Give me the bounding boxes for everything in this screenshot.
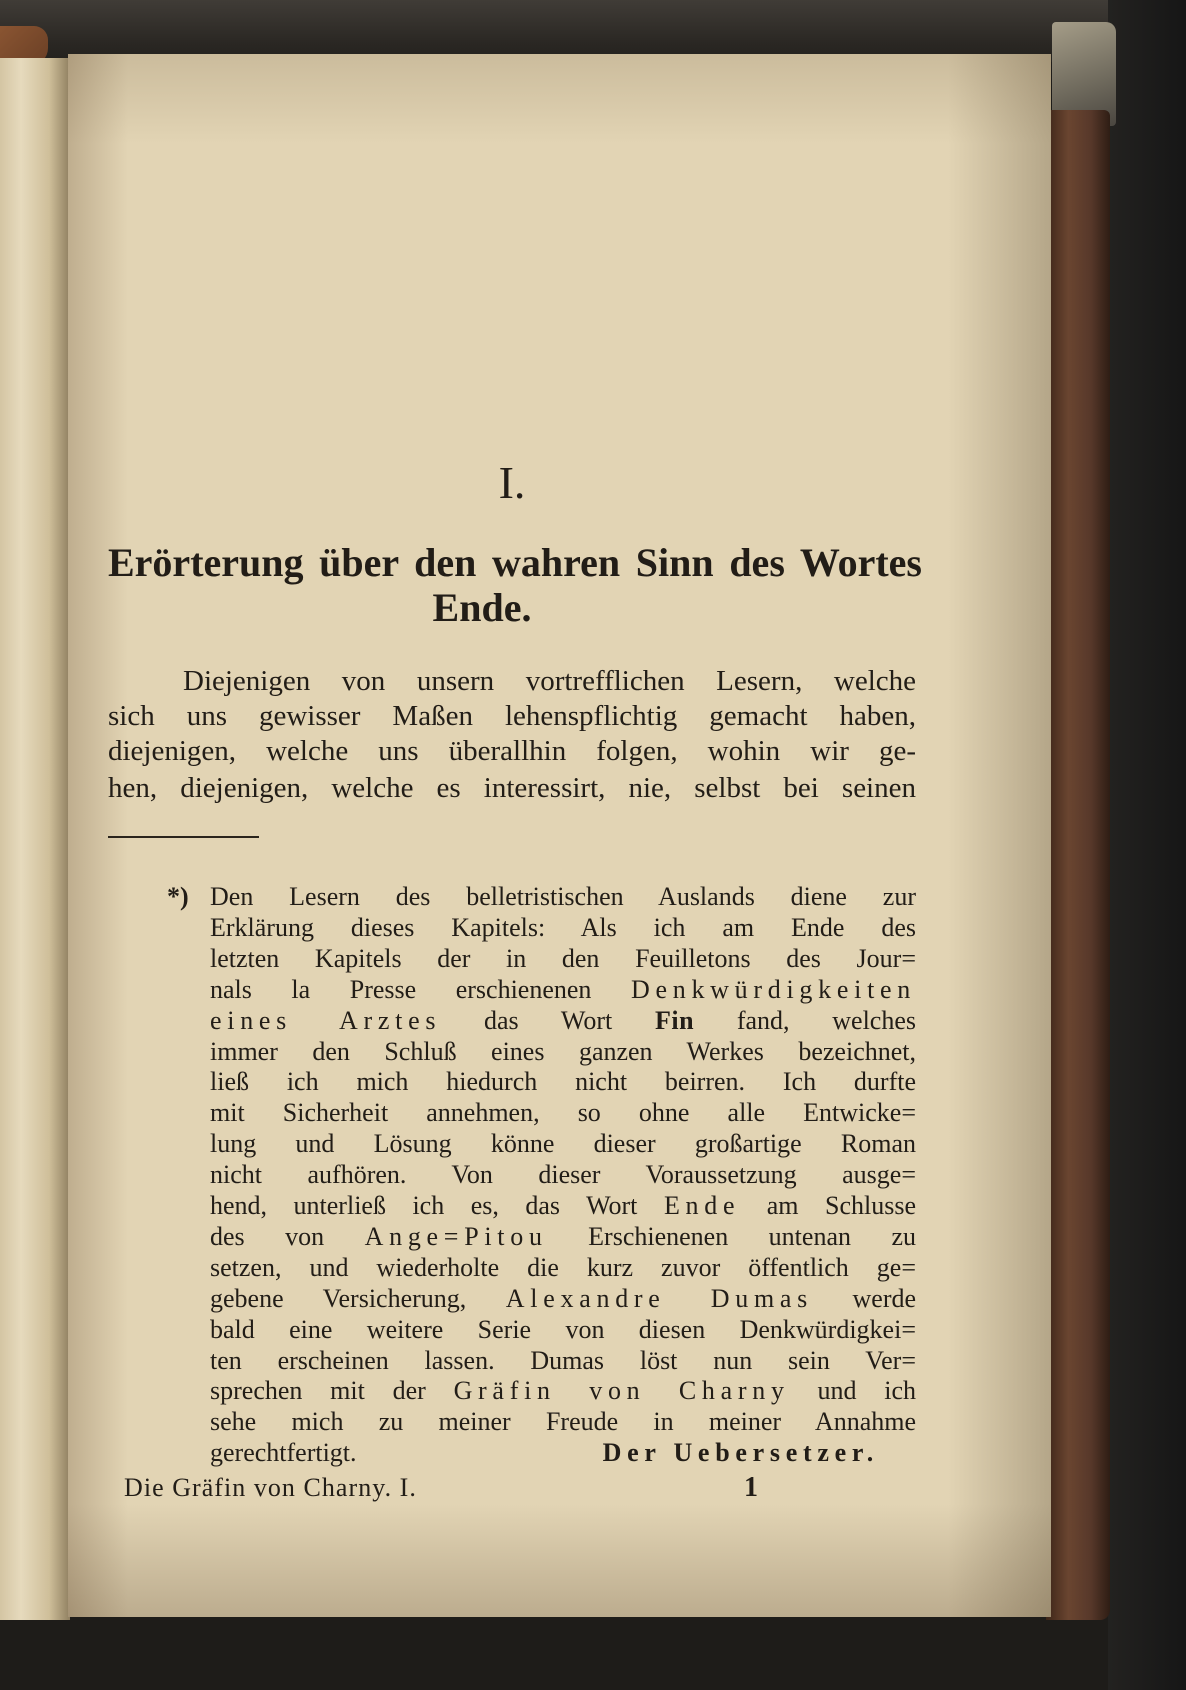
footnote-line: [210, 1006, 916, 1036]
footnote-line: [210, 1346, 916, 1376]
footnote-text: nicht aufhören. Von dieser Voraussetzung ausge=: [210, 1160, 916, 1189]
footnote-text: gerechtfertigt.: [210, 1438, 357, 1467]
footnote-text: am Schlusse: [766, 1191, 917, 1220]
footnote-line: [210, 1191, 916, 1221]
scan-background-right: [1108, 0, 1186, 1690]
footnote-line: [210, 913, 916, 943]
footnote-text: hend, unterließ ich es, das Wort: [210, 1191, 638, 1220]
chapter-heading-line: Ende.: [432, 585, 532, 630]
footnote-line: [210, 1222, 916, 1252]
chapter-heading-line: Erörterung über den wahren Sinn des Wortes: [108, 540, 922, 585]
footnote-line: [210, 975, 916, 1005]
footnote-text: des von: [210, 1222, 325, 1251]
footnote-line: [210, 1407, 916, 1437]
footnote-text: ließ ich mich hiedurch nicht beirren. Ich durfte: [210, 1067, 916, 1096]
footnote-separator-rule: [108, 836, 259, 838]
footnote-line: [210, 944, 916, 974]
footnote-line: [210, 1438, 916, 1468]
footnote-spaced-text: Gräfin von Charny: [453, 1376, 790, 1405]
footnote-text: bald eine weitere Serie von diesen Denkwürdigkei=: [210, 1315, 916, 1344]
footnote-spaced-text: Ange=Pitou: [364, 1222, 548, 1251]
facing-page-edge: [0, 58, 70, 1620]
footnote-text: Den Lesern des belletristischen Auslands diene zur: [210, 882, 916, 911]
footnote-spaced-text: Denkwürdigkeiten: [630, 975, 916, 1004]
footnote-antiqua-text: Fin: [654, 1006, 695, 1035]
body-paragraph-line: diejenigen, welche uns überallhin folgen, wohin wir ge-: [108, 735, 916, 767]
footnote-text: fand, welches: [736, 1006, 916, 1035]
footnote-line: [210, 1376, 916, 1406]
footnote-text: nals la Presse erschienenen: [210, 975, 592, 1004]
footnote-text: gebene Versicherung,: [210, 1284, 467, 1313]
body-paragraph-line: sich uns gewisser Maßen lehenspflichtig gemacht haben,: [108, 700, 916, 732]
footnote-text: das Wort: [483, 1006, 613, 1035]
footnote-spaced-text: Ende: [663, 1191, 741, 1220]
body-paragraph-line: Diejenigen von unsern vortrefflichen Lesern, welche: [183, 665, 916, 697]
footnote-line: [210, 1253, 916, 1283]
book-cover-right-edge: [1046, 110, 1110, 1620]
footnote-line: [210, 1315, 916, 1345]
footnote-spaced-text: eines Arztes: [210, 1006, 442, 1035]
footnote-text: ten erscheinen lassen. Dumas löst nun sein Ver=: [210, 1346, 916, 1375]
footnote-line: [210, 1067, 916, 1097]
footnote-text: Erschienenen untenan zu: [588, 1222, 916, 1251]
footnote-text: und ich: [817, 1376, 917, 1405]
footnote-text: sprechen mit der: [210, 1376, 426, 1405]
footnote-line: [210, 1098, 916, 1128]
book-page: [68, 54, 1051, 1617]
footnote-text: werde: [852, 1284, 917, 1313]
footnote-text: letzten Kapitels der in den Feuilletons des Jour=: [210, 944, 916, 973]
footnote-text: immer den Schluß eines ganzen Werkes bezeichnet,: [210, 1037, 916, 1066]
footnote-text: Erklärung dieses Kapitels: Als ich am Ende des: [210, 913, 916, 942]
footnote-line: [210, 1129, 916, 1159]
book-cover-top-edge: [0, 0, 1186, 62]
signature-mark: 1: [744, 1472, 758, 1503]
footnote-text: sehe mich zu meiner Freude in meiner Annahme: [210, 1407, 916, 1436]
footnote-line: [210, 882, 916, 912]
footnote-spaced-text: Alexandre Dumas: [505, 1284, 814, 1313]
translator-signature: Der Uebersetzer.: [602, 1438, 879, 1467]
running-title: Die Gräfin von Charny. I.: [124, 1473, 417, 1502]
footnote-text: setzen, und wiederholte die kurz zuvor öffentlich ge=: [210, 1253, 916, 1282]
footnote-text: mit Sicherheit annehmen, so ohne alle Entwicke=: [210, 1098, 916, 1127]
chapter-number: I.: [498, 457, 526, 508]
footnote-text: lung und Lösung könne dieser großartige Roman: [210, 1129, 916, 1158]
body-paragraph-line: hen, diejenigen, welche es interessirt, nie, selbst bei seinen: [108, 772, 916, 804]
footnote-line: [210, 1284, 916, 1314]
footnote-line: [210, 1037, 916, 1067]
footnote-marker: *): [167, 882, 189, 911]
footnote-line: [210, 1160, 916, 1190]
